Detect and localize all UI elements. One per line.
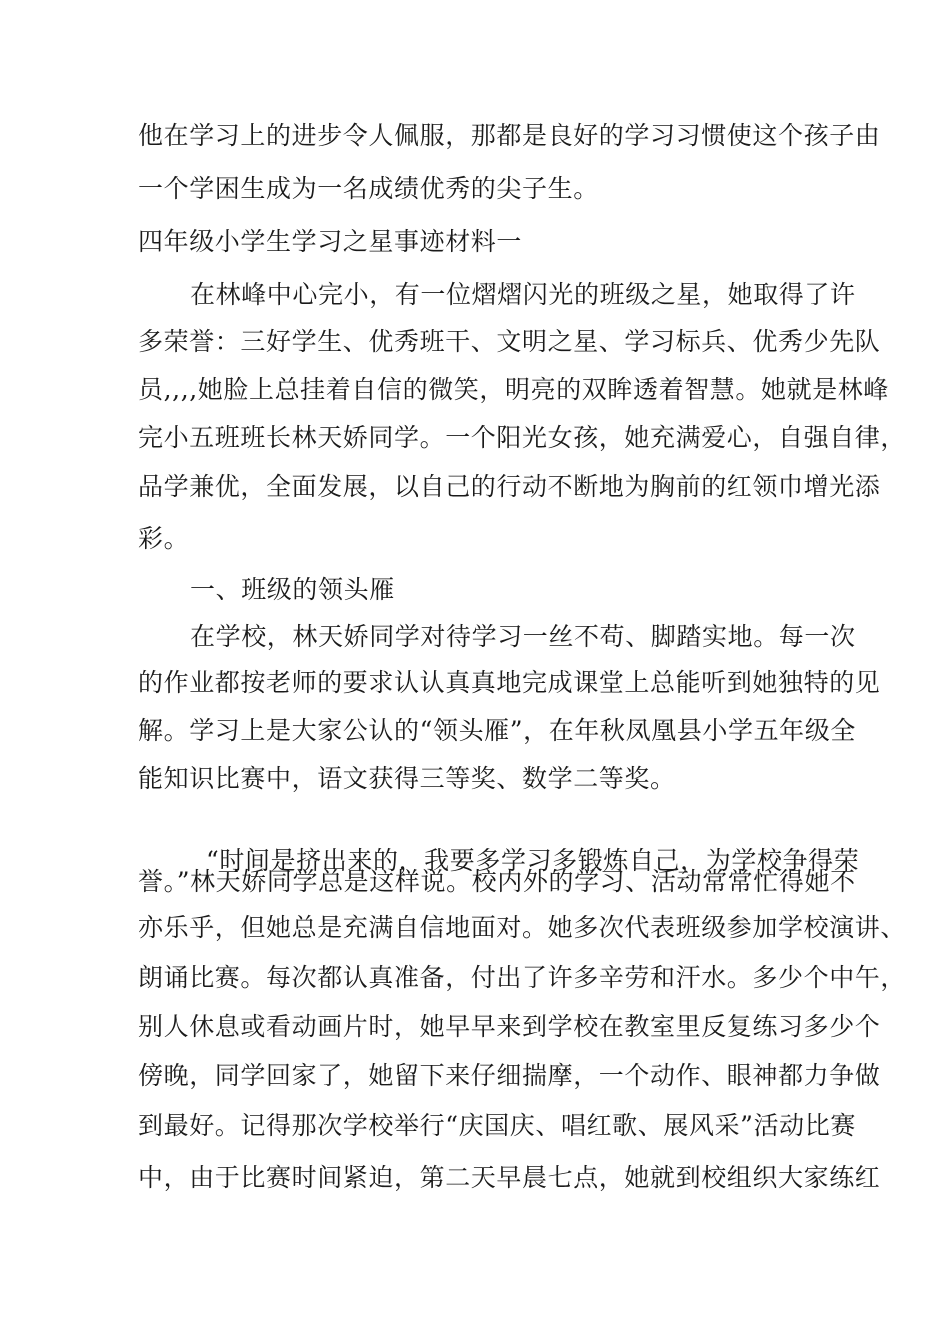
section-heading: 一、班级的领头雁 [190,575,395,604]
text-line: 解。学习上是大家公认的“领头雁”，在年秋凤凰县小学五年级全 [138,716,856,745]
text-line: 彩。 [138,524,190,553]
text-line: 他在学习上的进步令人佩服，那都是良好的学习习惯使这个孩子由 [138,121,881,150]
text-line: 中，由于比赛时间紧迫，第二天早晨七点，她就到校组织大家练红 [138,1163,881,1192]
text-line: 别人休息或看动画片时，她早早来到学校在教室里反复练习多少个 [138,1012,881,1041]
text-line: 誉。”林天娇同学总是这样说。校内外的学习、活动常常忙得她不 [138,867,856,896]
text-line: 傍晚，同学回家了，她留下来仔细揣摩，一个动作、眼神都力争做 [138,1061,881,1090]
text-line: 的作业都按老师的要求认认真真地完成课堂上总能听到她独特的见 [138,668,881,697]
text-line: 亦乐乎，但她总是充满自信地面对。她多次代表班级参加学校演讲、 [138,913,907,942]
text-line: 到最好。记得那次学校举行“庆国庆、唱红歌、展风采”活动比赛 [138,1111,856,1140]
text-line: 朗诵比赛。每次都认真准备，付出了许多辛劳和汗水。多少个中午， [138,963,907,992]
text-line: “时间是挤出来的，我要多学习多锻炼自己，为学校争得荣 [206,846,860,875]
text-line: 完小五班班长林天娇同学。一个阳光女孩，她充满爱心，自强自律， [138,423,907,452]
text-line: 在学校，林天娇同学对待学习一丝不苟、脚踏实地。每一次 [190,622,856,651]
text-line: 多荣誉：三好学生、优秀班干、文明之星、学习标兵、优秀少先队 [138,327,881,356]
text-line: 一个学困生成为一名成绩优秀的尖子生。 [138,174,599,203]
text-line: 品学兼优，全面发展，以自己的行动不断地为胸前的红领巾增光添 [138,472,881,501]
text-line: 在林峰中心完小，有一位熠熠闪光的班级之星，她取得了许 [190,280,856,309]
section-title: 四年级小学生学习之星事迹材料一 [138,227,523,256]
text-line: 能知识比赛中，语文获得三等奖、数学二等奖。 [138,764,676,793]
text-line: 员,,,,她脸上总挂着自信的微笑，明亮的双眸透着智慧。她就是林峰 [138,375,889,404]
